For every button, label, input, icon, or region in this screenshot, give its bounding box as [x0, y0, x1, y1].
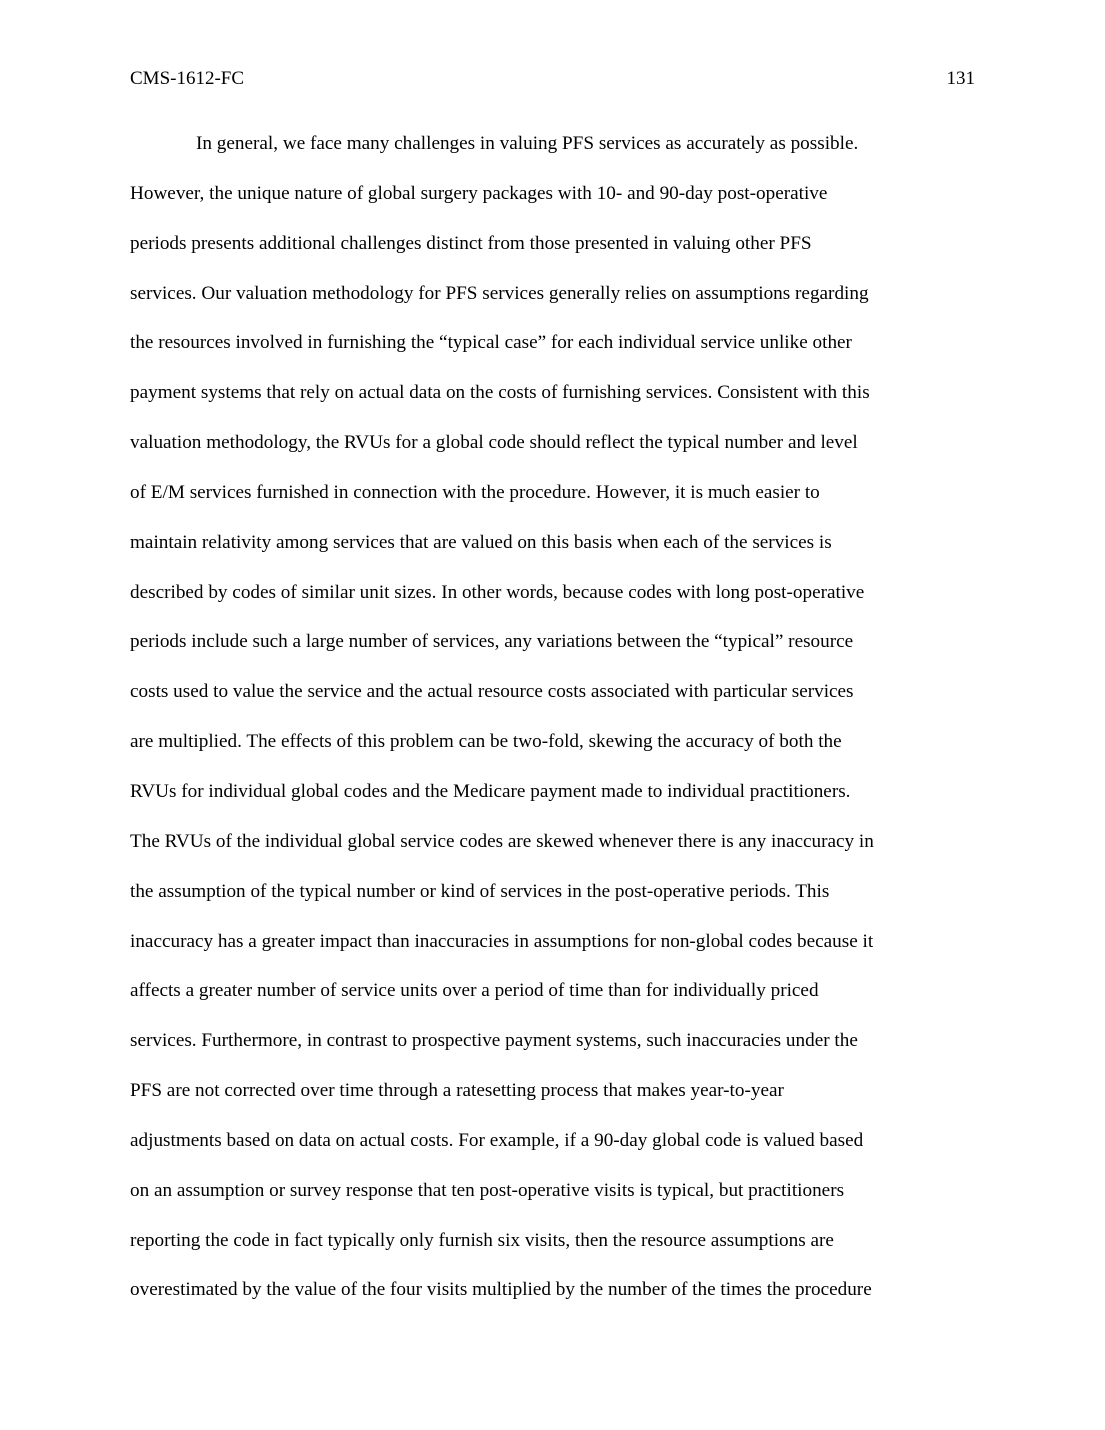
paragraph-line: of E/M services furnished in connection with the procedure. However, it is much easier to: [130, 481, 820, 503]
paragraph-line: services. Furthermore, in contrast to prospective payment systems, such inaccuracies under the: [130, 1030, 858, 1052]
paragraph-line: on an assumption or survey response that ten post-operative visits is typical, but practitioners: [130, 1179, 845, 1201]
paragraph-line: maintain relativity among services that are valued on this basis when each of the services is: [130, 531, 832, 553]
paragraph-line: are multiplied. The effects of this problem can be two-fold, skewing the accuracy of both the: [130, 731, 842, 753]
paragraph-line: The RVUs of the individual global service codes are skewed whenever there is any inaccuracy in: [130, 830, 874, 852]
paragraph-line: costs used to value the service and the actual resource costs associated with particular services: [130, 681, 854, 703]
paragraph-line: PFS are not corrected over time through a ratesetting process that makes year-to-year: [130, 1080, 784, 1102]
paragraph-line: the resources involved in furnishing the “typical case” for each individual service unlike other: [130, 332, 852, 354]
paragraph-line: described by codes of similar unit sizes. In other words, because codes with long post-operative: [130, 581, 865, 603]
running-header: [130, 66, 975, 92]
body-paragraph: [130, 130, 975, 1326]
paragraph-line: overestimated by the value of the four visits multiplied by the number of the times the procedure: [130, 1279, 872, 1301]
paragraph-line: affects a greater number of service units over a period of time than for individually priced: [130, 980, 819, 1002]
paragraph-line: periods include such a large number of services, any variations between the “typical” resource: [130, 631, 854, 653]
paragraph-line: payment systems that rely on actual data on the costs of furnishing services. Consistent with this: [130, 382, 870, 404]
paragraph-line: In general, we face many challenges in valuing PFS services as accurately as possible.: [196, 133, 859, 154]
paragraph-line: periods presents additional challenges distinct from those presented in valuing other PFS: [130, 232, 812, 254]
paragraph-line: valuation methodology, the RVUs for a global code should reflect the typical number and level: [130, 432, 858, 454]
paragraph-line: RVUs for individual global codes and the Medicare payment made to individual practitioners.: [130, 780, 851, 802]
paragraph-line: inaccuracy has a greater impact than inaccuracies in assumptions for non-global codes because it: [130, 930, 874, 952]
paragraph-line: services. Our valuation methodology for PFS services generally relies on assumptions regarding: [130, 282, 869, 304]
paragraph-line: However, the unique nature of global surgery packages with 10- and 90-day post-operative: [130, 182, 828, 204]
document-id: CMS-1612-FC: [130, 68, 245, 89]
paragraph-line: the assumption of the typical number or kind of services in the post-operative periods. This: [130, 880, 830, 902]
page-number: 131: [946, 68, 975, 89]
paragraph-line: adjustments based on data on actual costs. For example, if a 90-day global code is valued based: [130, 1129, 864, 1151]
paragraph-line: reporting the code in fact typically only furnish six visits, then the resource assumptions are: [130, 1229, 834, 1251]
